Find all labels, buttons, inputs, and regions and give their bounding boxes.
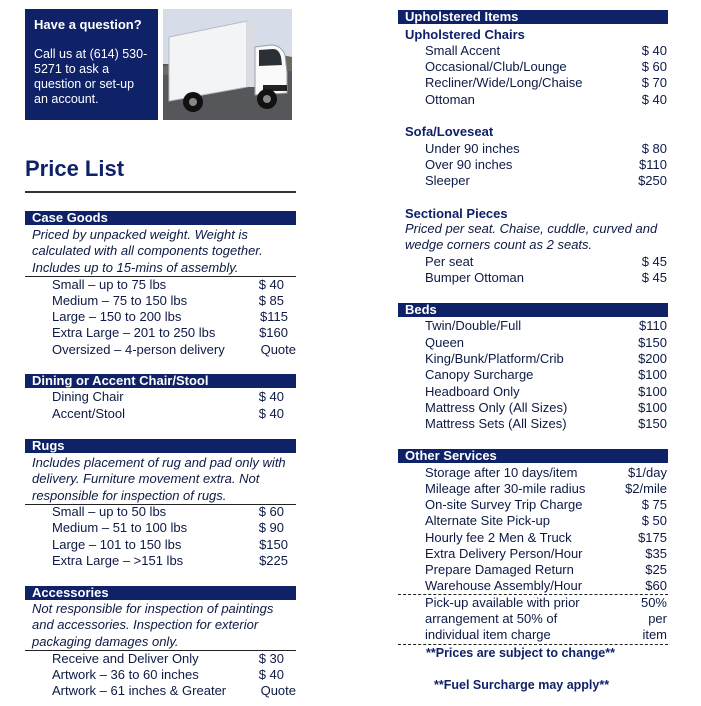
item-label: Small – up to 75 lbs <box>52 277 167 292</box>
price-row <box>425 497 667 513</box>
pickup-price-line: item <box>642 627 667 642</box>
prices-change-note: **Prices are subject to change** <box>426 646 615 660</box>
rugs-header: Rugs <box>25 439 296 453</box>
item-price: $ 90 <box>258 520 284 535</box>
beds-header: Beds <box>398 303 668 317</box>
item-price: $160 <box>259 325 288 340</box>
box-truck-image <box>163 9 292 120</box>
item-label: Mattress Only (All Sizes) <box>425 400 568 415</box>
item-price: $ 40 <box>258 277 284 292</box>
pickup-line: arrangement at 50% of <box>425 611 558 626</box>
price-row <box>425 400 667 416</box>
price-row <box>52 389 284 405</box>
rugs-note: Includes placement of rug and pad only with delivery. Furniture movement extra. Not responsible for inspection of rugs. <box>32 455 286 503</box>
pickup-line: Pick-up available with prior <box>425 595 580 610</box>
item-price: $175 <box>638 530 667 545</box>
item-label: Small – up to 50 lbs <box>52 504 167 519</box>
item-price: $115 <box>260 309 288 324</box>
item-label: Over 90 inches <box>425 157 513 172</box>
item-price: $60 <box>645 578 667 593</box>
item-price: $ 45 <box>641 270 667 285</box>
case-goods-note: Priced by unpacked weight. Weight is calculated with all components together. Includes up to 15-mins of assembly. <box>32 227 263 275</box>
price-row <box>52 683 296 699</box>
item-label: Medium – 51 to 100 lbs <box>52 520 188 535</box>
upholstered-chairs-subhead: Upholstered Chairs <box>405 27 525 42</box>
item-price: $ 75 <box>641 497 667 512</box>
item-price: $110 <box>639 157 667 172</box>
callout-question: Have a question? <box>34 17 142 32</box>
page-title: Price List <box>25 156 125 181</box>
price-row <box>52 537 288 553</box>
item-label: Recliner/Wide/Long/Chaise <box>425 75 583 90</box>
price-row <box>425 351 667 367</box>
item-label: Small Accent <box>425 43 501 58</box>
price-row <box>52 325 288 341</box>
item-label: Prepare Damaged Return <box>425 562 574 577</box>
item-label: Twin/Double/Full <box>425 318 522 333</box>
upholstered-header: Upholstered Items <box>398 10 668 24</box>
price-row <box>425 465 667 481</box>
item-price: $ 40 <box>641 92 667 107</box>
item-price: $ 30 <box>258 651 284 666</box>
item-label: Storage after 10 days/item <box>425 465 578 480</box>
pickup-price-line: per <box>648 611 667 626</box>
price-row <box>425 75 667 91</box>
price-row <box>52 520 284 536</box>
item-label: Canopy Surcharge <box>425 367 534 382</box>
price-row <box>425 481 667 497</box>
price-row <box>52 504 284 520</box>
item-price: $ 40 <box>258 389 284 404</box>
item-label: Receive and Deliver Only <box>52 651 199 666</box>
price-row <box>52 277 284 293</box>
pickup-row <box>425 595 667 611</box>
item-label: Queen <box>425 335 465 350</box>
price-row <box>425 59 667 75</box>
item-price: $ 40 <box>258 667 284 682</box>
item-price: $ 80 <box>641 141 667 156</box>
price-row <box>425 384 667 400</box>
item-price: $ 50 <box>641 513 667 528</box>
price-row <box>425 335 667 351</box>
pickup-bottom-divider <box>398 644 668 645</box>
item-price: $200 <box>638 351 667 366</box>
item-label: Per seat <box>425 254 474 269</box>
price-row <box>52 651 284 667</box>
item-label: Oversized – 4-person delivery <box>52 342 225 357</box>
item-price: $ 70 <box>641 75 667 90</box>
price-row <box>425 513 667 529</box>
pickup-price-line: 50% <box>640 595 667 610</box>
price-row <box>52 293 284 309</box>
item-price: $100 <box>638 400 667 415</box>
title-divider <box>25 191 296 193</box>
sofa-loveseat-subhead: Sofa/Loveseat <box>405 124 494 139</box>
item-label: Occasional/Club/Lounge <box>425 59 567 74</box>
item-price: $100 <box>638 367 667 382</box>
item-price: $150 <box>638 416 667 431</box>
sectional-note: Priced per seat. Chaise, cuddle, curved and wedge corners count as 2 seats. <box>405 221 658 253</box>
price-row <box>425 141 667 157</box>
item-label: Mileage after 30-mile radius <box>425 481 586 496</box>
item-label: Under 90 inches <box>425 141 520 156</box>
pickup-row <box>425 611 667 627</box>
fuel-surcharge-note: **Fuel Surcharge may apply** <box>434 678 610 692</box>
item-label: Large – 101 to 150 lbs <box>52 537 182 552</box>
price-row <box>425 530 667 546</box>
contact-callout <box>25 9 158 120</box>
price-row <box>425 157 667 173</box>
item-label: Ottoman <box>425 92 475 107</box>
item-price: $225 <box>259 553 288 568</box>
item-label: Medium – 75 to 150 lbs <box>52 293 188 308</box>
item-label: Extra Large – 201 to 250 lbs <box>52 325 216 340</box>
item-price: $110 <box>639 318 667 333</box>
price-row <box>52 309 288 325</box>
item-label: Artwork – 36 to 60 inches <box>52 667 199 682</box>
item-price: Quote <box>260 683 296 698</box>
item-price: $100 <box>638 384 667 399</box>
price-row <box>425 318 667 334</box>
price-row <box>52 406 284 422</box>
item-label: Mattress Sets (All Sizes) <box>425 416 567 431</box>
price-row <box>425 367 667 383</box>
price-row <box>425 43 667 59</box>
item-price: $250 <box>638 173 667 188</box>
price-row <box>425 92 667 108</box>
item-label: Headboard Only <box>425 384 520 399</box>
price-row <box>425 578 667 594</box>
price-row <box>425 270 667 286</box>
item-label: Bumper Ottoman <box>425 270 524 285</box>
item-price: $150 <box>259 537 288 552</box>
item-label: Artwork – 61 inches & Greater <box>52 683 227 698</box>
price-row <box>425 546 667 562</box>
item-label: Warehouse Assembly/Hour <box>425 578 583 593</box>
truck-photo <box>163 9 292 120</box>
item-label: Alternate Site Pick-up <box>425 513 551 528</box>
price-row <box>425 173 667 189</box>
item-label: Accent/Stool <box>52 406 125 421</box>
item-label: Extra Large – >151 lbs <box>52 553 184 568</box>
item-price: $1/day <box>627 465 667 480</box>
item-price: $35 <box>645 546 667 561</box>
accessories-header: Accessories <box>25 586 296 600</box>
accessories-note: Not responsible for inspection of paintings and accessories. Inspection for exterior packaging damages only. <box>32 601 274 649</box>
item-price: $ 60 <box>641 59 667 74</box>
price-row <box>425 416 667 432</box>
pickup-row <box>425 627 667 643</box>
pickup-line: individual item charge <box>425 627 551 642</box>
price-row <box>425 254 667 270</box>
item-label: Dining Chair <box>52 389 124 404</box>
item-label: On-site Survey Trip Charge <box>425 497 583 512</box>
item-price: $2/mile <box>625 481 667 496</box>
other-services-header: Other Services <box>398 449 668 463</box>
item-label: King/Bunk/Platform/Crib <box>425 351 564 366</box>
price-row <box>425 562 667 578</box>
item-price: Quote <box>260 342 296 357</box>
item-price: $ 40 <box>641 43 667 58</box>
callout-text: Call us at (614) 530-5271 to ask a question or set-up an account. <box>34 47 148 106</box>
item-label: Extra Delivery Person/Hour <box>425 546 583 561</box>
item-price: $ 45 <box>641 254 667 269</box>
dining-header: Dining or Accent Chair/Stool <box>25 374 296 388</box>
item-label: Hourly fee 2 Men & Truck <box>425 530 572 545</box>
item-price: $ 85 <box>258 293 284 308</box>
item-price: $25 <box>645 562 667 577</box>
item-label: Large – 150 to 200 lbs <box>52 309 182 324</box>
price-row <box>52 667 284 683</box>
price-row <box>52 342 296 358</box>
case-goods-header: Case Goods <box>25 211 296 225</box>
item-label: Sleeper <box>425 173 470 188</box>
sectional-subhead: Sectional Pieces <box>405 206 508 221</box>
item-price: $ 40 <box>258 406 284 421</box>
item-price: $ 60 <box>258 504 284 519</box>
item-price: $150 <box>638 335 667 350</box>
price-row <box>52 553 288 569</box>
